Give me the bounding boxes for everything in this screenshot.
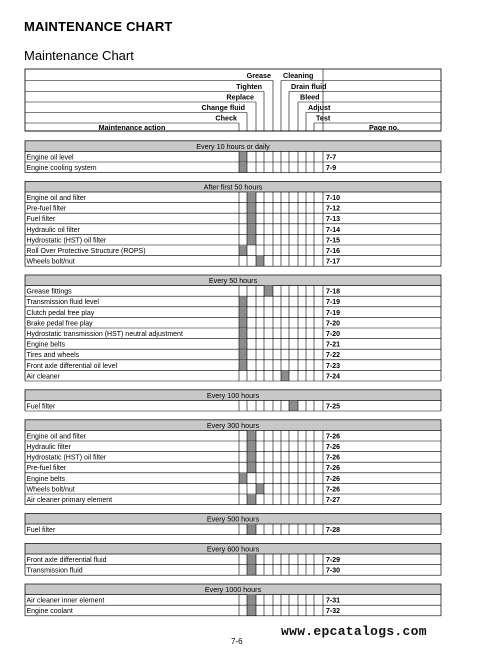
section-title: Every 50 hours bbox=[208, 276, 258, 285]
column-label-drain-fluid: Drain fluid bbox=[291, 82, 327, 91]
column-label-check: Check bbox=[215, 113, 237, 123]
maintenance-action: Hydraulic oil filter bbox=[26, 226, 80, 234]
action-column-header: Maintenance action bbox=[98, 123, 166, 132]
page-reference: 7-32 bbox=[326, 608, 341, 616]
maintenance-action: Pre-fuel filter bbox=[26, 465, 67, 473]
page-reference: 7-26 bbox=[326, 475, 341, 483]
section-title: Every 1000 hours bbox=[204, 585, 262, 594]
maintenance-action: Clutch pedal free play bbox=[26, 309, 95, 317]
page-reference: 7-21 bbox=[326, 341, 341, 349]
maintenance-mark bbox=[247, 234, 256, 245]
page-reference: 7-23 bbox=[326, 362, 341, 370]
maintenance-action: Engine oil and filter bbox=[26, 433, 87, 441]
maintenance-mark bbox=[256, 256, 264, 267]
maintenance-action: Engine belts bbox=[26, 341, 66, 349]
page-reference: 7-31 bbox=[326, 597, 341, 605]
maintenance-action: Air cleaner primary element bbox=[26, 497, 113, 504]
maintenance-mark bbox=[239, 473, 247, 484]
column-label-test: Test bbox=[316, 113, 331, 123]
maintenance-action: Hydrostatic (HST) oil filter bbox=[26, 237, 107, 245]
maintenance-action: Fuel filter bbox=[26, 403, 56, 411]
maintenance-mark bbox=[239, 317, 247, 328]
maintenance-action: Transmission fluid level bbox=[26, 299, 99, 307]
maintenance-action: Hydraulic filter bbox=[26, 444, 71, 451]
page-reference: 7-12 bbox=[326, 205, 341, 213]
maintenance-action: Pre-fuel filter bbox=[26, 205, 67, 213]
maintenance-mark bbox=[247, 224, 256, 235]
maintenance-action: Engine belts bbox=[26, 475, 66, 483]
column-label-tighten: Tighten bbox=[236, 82, 262, 91]
maintenance-action: Roll Over Protective Structure (ROPS) bbox=[26, 248, 146, 255]
maintenance-action: Hydrostatic transmission (HST) neutral adjustment bbox=[26, 331, 183, 338]
page-reference: 7-20 bbox=[326, 331, 341, 338]
page-reference: 7-24 bbox=[326, 373, 341, 381]
maintenance-mark bbox=[247, 462, 256, 473]
maintenance-action: Engine oil and filter bbox=[26, 195, 87, 202]
page-reference: 7-25 bbox=[326, 403, 341, 411]
page-reference: 7-16 bbox=[326, 248, 341, 255]
maintenance-action: Brake pedal free play bbox=[26, 320, 93, 328]
maintenance-mark bbox=[239, 162, 247, 173]
page-header: MAINTENANCE CHART bbox=[24, 19, 173, 34]
maintenance-mark bbox=[247, 452, 256, 463]
column-label-cleaning: Cleaning bbox=[283, 71, 314, 80]
section-title: Every 500 hours bbox=[206, 514, 260, 524]
section-title: Every 600 hours bbox=[206, 544, 260, 554]
page-reference: 7-30 bbox=[326, 567, 341, 575]
page-reference: 7-9 bbox=[326, 165, 337, 172]
maintenance-action: Engine oil level bbox=[26, 154, 74, 162]
maintenance-mark bbox=[247, 203, 256, 214]
section-title: Every 100 hours bbox=[206, 390, 260, 400]
maintenance-mark bbox=[264, 286, 273, 297]
maintenance-mark bbox=[247, 430, 256, 441]
maintenance-mark bbox=[239, 245, 247, 256]
maintenance-action: Front axle differential oil level bbox=[26, 362, 118, 370]
maintenance-action: Wheels bolt/nut bbox=[26, 486, 75, 494]
column-label-replace: Replace bbox=[226, 92, 254, 102]
maintenance-mark bbox=[281, 370, 289, 381]
maintenance-mark bbox=[239, 349, 247, 360]
maintenance-action: Air cleaner bbox=[26, 373, 60, 381]
maintenance-action: Wheels bolt/nut bbox=[26, 258, 75, 266]
maintenance-mark bbox=[239, 328, 247, 339]
section-title: After first 50 hours bbox=[203, 182, 263, 192]
maintenance-mark bbox=[289, 400, 298, 411]
page-reference: 7-19 bbox=[326, 309, 341, 317]
maintenance-action: Tires and wheels bbox=[26, 352, 80, 360]
maintenance-mark bbox=[247, 565, 256, 576]
maintenance-mark bbox=[256, 483, 264, 494]
page-reference: 7-15 bbox=[326, 237, 341, 245]
page-number: 7-6 bbox=[231, 637, 243, 646]
page-reference: 7-28 bbox=[326, 527, 341, 534]
maintenance-action: Grease fittings bbox=[26, 288, 72, 296]
maintenance-mark bbox=[247, 494, 256, 505]
maintenance-action: Hydrostatic (HST) oil filter bbox=[26, 454, 107, 462]
column-label-adjust: Adjust bbox=[308, 103, 331, 112]
maintenance-mark bbox=[247, 441, 256, 452]
page-reference: 7-20 bbox=[326, 320, 341, 328]
maintenance-action: Front axle differential fluid bbox=[26, 557, 107, 564]
maintenance-mark bbox=[247, 605, 256, 616]
column-label-grease: Grease bbox=[246, 71, 271, 80]
maintenance-mark bbox=[247, 524, 256, 535]
page-reference: 7-27 bbox=[326, 497, 341, 504]
maintenance-action: Fuel filter bbox=[26, 216, 56, 224]
maintenance-mark bbox=[239, 296, 247, 307]
maintenance-mark bbox=[239, 360, 247, 371]
maintenance-mark bbox=[239, 307, 247, 318]
maintenance-mark bbox=[247, 554, 256, 565]
maintenance-mark bbox=[247, 213, 256, 224]
page-reference: 7-13 bbox=[326, 216, 341, 224]
maintenance-mark bbox=[247, 192, 256, 203]
maintenance-mark bbox=[239, 339, 247, 350]
maintenance-action: Engine cooling system bbox=[26, 165, 97, 172]
page-reference: 7-22 bbox=[326, 352, 341, 360]
page-column-header: Page no. bbox=[369, 123, 399, 132]
page-reference: 7-14 bbox=[326, 226, 341, 234]
page-reference: 7-29 bbox=[326, 557, 341, 564]
page-reference: 7-26 bbox=[326, 444, 341, 451]
page-reference: 7-26 bbox=[326, 465, 341, 473]
page-reference: 7-17 bbox=[326, 258, 341, 266]
maintenance-mark bbox=[247, 595, 256, 606]
column-label-bleed: Bleed bbox=[300, 92, 320, 102]
maintenance-action: Fuel filter bbox=[26, 527, 56, 534]
page-reference: 7-26 bbox=[326, 433, 341, 441]
watermark: www.epcatalogs.com bbox=[281, 624, 427, 639]
page-reference: 7-7 bbox=[326, 154, 337, 162]
column-label-change-fluid: Change fluid bbox=[201, 103, 245, 112]
page-reference: 7-26 bbox=[326, 486, 341, 494]
page-reference: 7-10 bbox=[326, 195, 341, 202]
page-reference: 7-19 bbox=[326, 299, 341, 307]
page-reference: 7-18 bbox=[326, 288, 341, 296]
maintenance-action: Transmission fluid bbox=[26, 567, 83, 575]
maintenance-action: Engine coolant bbox=[26, 608, 73, 616]
page-reference: 7-26 bbox=[326, 454, 341, 462]
page-title: Maintenance Chart bbox=[24, 48, 134, 63]
section-title: Every 300 hours bbox=[206, 420, 260, 430]
maintenance-mark bbox=[239, 151, 247, 162]
maintenance-action: Air cleaner inner element bbox=[26, 597, 105, 605]
section-title: Every 10 hours or daily bbox=[196, 141, 270, 151]
